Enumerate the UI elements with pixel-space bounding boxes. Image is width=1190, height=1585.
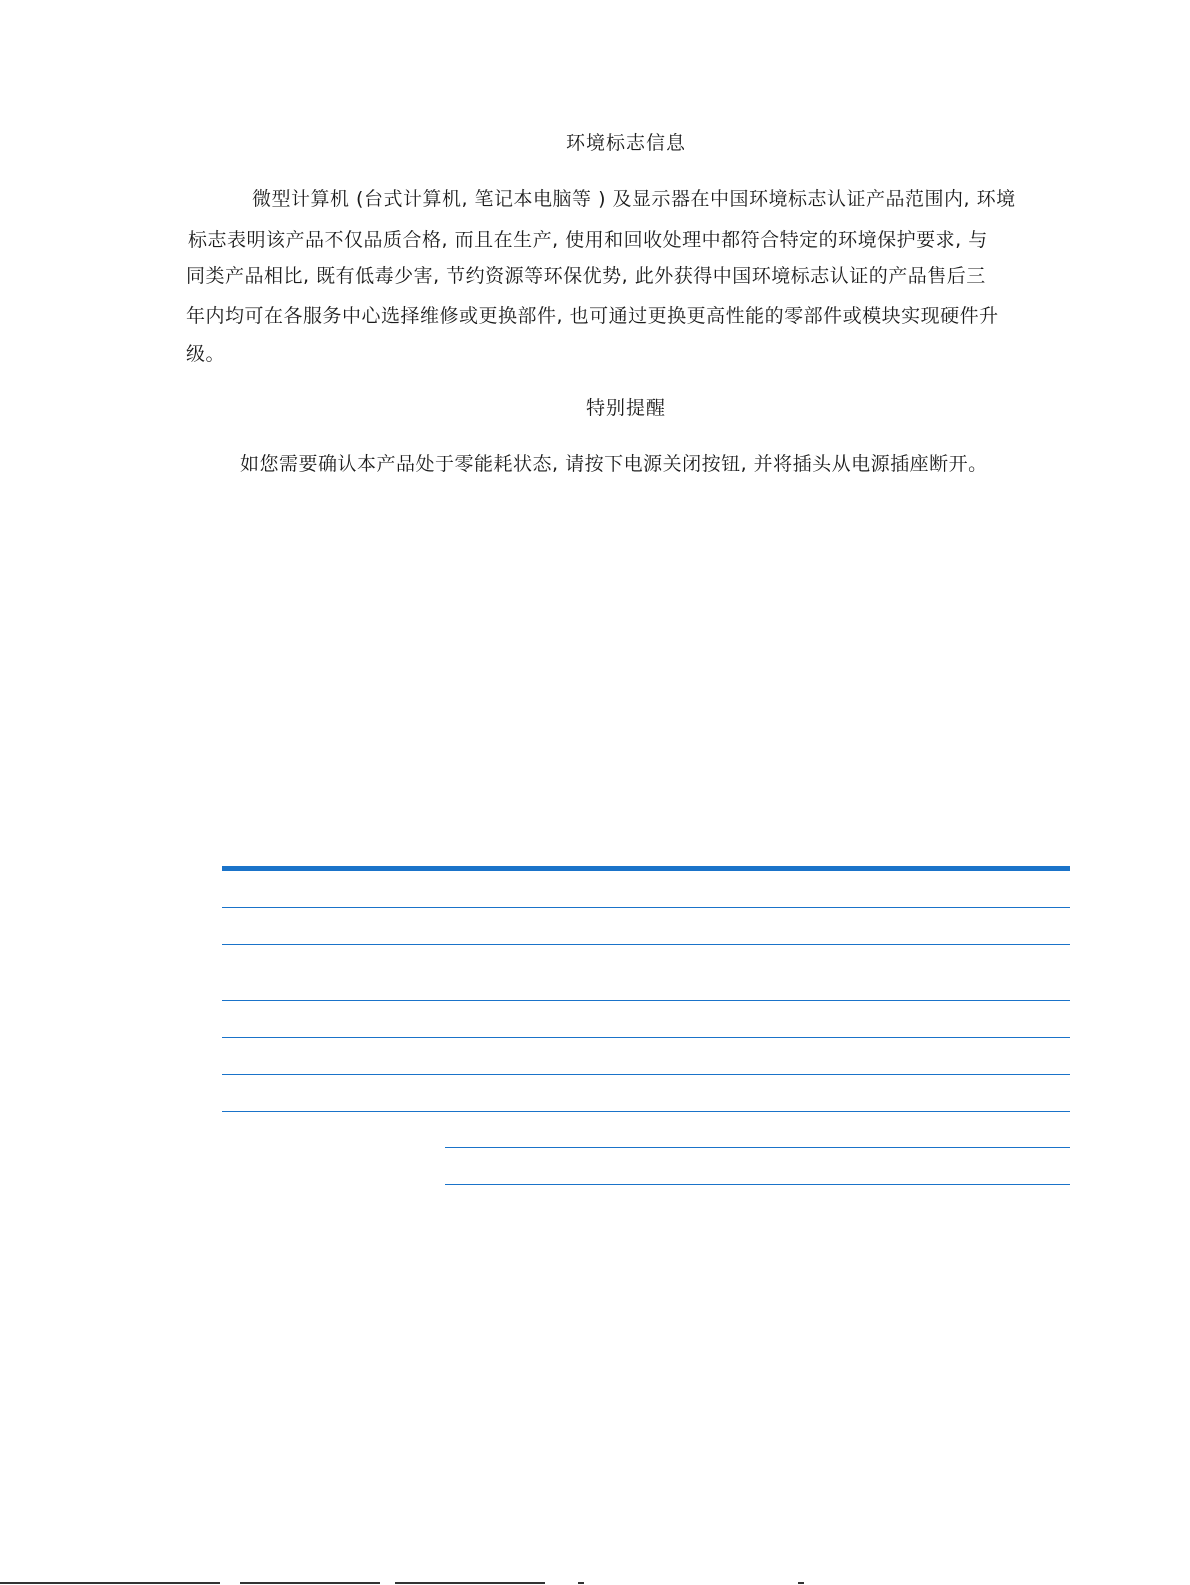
edge-mark (798, 1582, 804, 1584)
table-row-rule (222, 1000, 1070, 1001)
edge-mark (578, 1582, 584, 1584)
table-row-rule (222, 1111, 1070, 1112)
table-row-rule (222, 907, 1070, 908)
table-row-rule (222, 1074, 1070, 1075)
table-subrow-rule (445, 1147, 1070, 1148)
table-top-rule (222, 866, 1070, 871)
reminder-text: 如您需要确认本产品处于零能耗状态, 请按下电源关闭按钮, 并将插头从电源插座断开。 (240, 453, 988, 475)
heading-special-reminder: 特别提醒 (585, 397, 666, 419)
table-row-rule (222, 1037, 1070, 1038)
paragraph-line: 标志表明该产品不仅品质合格, 而且在生产, 使用和回收处理中都符合特定的环境保护要求, 与 (188, 229, 988, 251)
table-subrow-rule (445, 1184, 1070, 1185)
edge-mark (240, 1582, 380, 1584)
heading-environment-label: 环境标志信息 (565, 132, 686, 154)
edge-mark (395, 1582, 545, 1584)
paragraph-line: 年内均可在各服务中心选择维修或更换部件, 也可通过更换更高性能的零部件或模块实现硬件升 (186, 305, 999, 327)
paragraph-line: 同类产品相比, 既有低毒少害, 节约资源等环保优势, 此外获得中国环境标志认证的产品售后三 (186, 265, 986, 287)
paragraph-line: 微型计算机 (台式计算机, 笔记本电脑等 ) 及显示器在中国环境标志认证产品范围内, 环境 (252, 188, 1016, 210)
edge-mark (0, 1582, 220, 1584)
page-bottom-edge (0, 1581, 1190, 1585)
table-row-rule (222, 944, 1070, 945)
paragraph-line: 级。 (186, 343, 226, 365)
